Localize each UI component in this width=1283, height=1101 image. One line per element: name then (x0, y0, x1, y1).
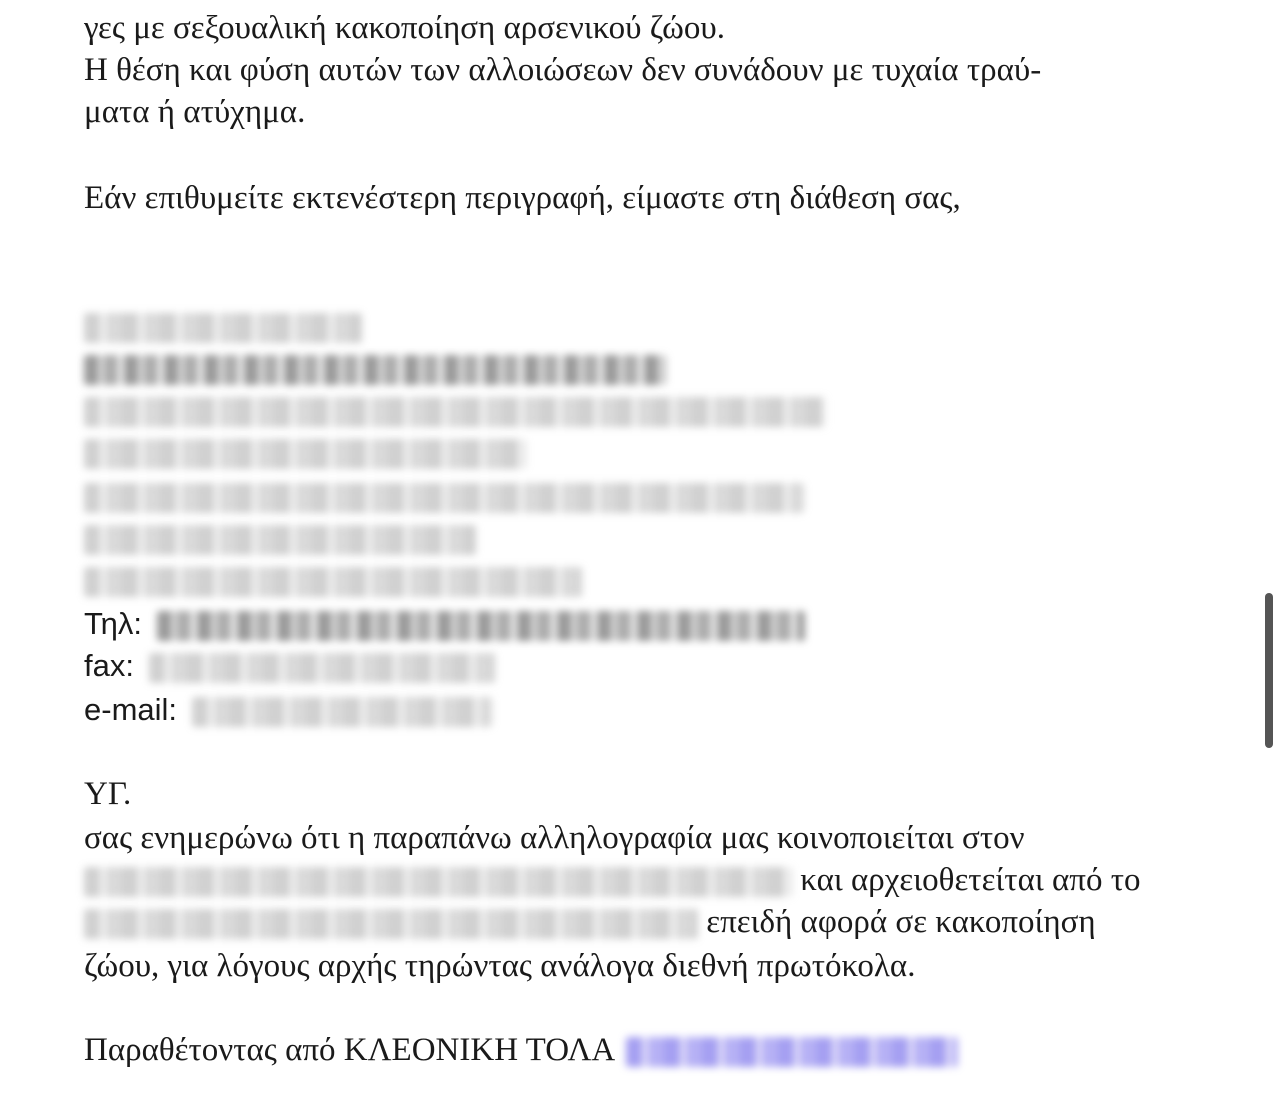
redaction-block (84, 355, 666, 385)
signature-name-redacted (84, 306, 362, 346)
body-line-3: ματα ή ατύχημα. (84, 94, 306, 130)
vertical-scrollbar[interactable] (1265, 593, 1273, 748)
signature-university-redacted (84, 518, 476, 558)
signature-school-redacted (84, 476, 804, 516)
signature-tel-row (84, 604, 805, 644)
forwarded-text: Παραθέτοντας από ΚΛΕΟΝΙΚΗ ΤΟΛΑ (84, 1032, 614, 1068)
ps-line-1: σας ενημερώνω ότι η παραπάνω αλληλογραφία μας κοινοποιείται στον (84, 820, 1025, 856)
body-line-4: Εάν επιθυμείτε εκτενέστερη περιγραφή, είμαστε στη διάθεση σας, (84, 180, 961, 216)
fax-value-redacted (149, 653, 495, 683)
signature-title-redacted (84, 348, 666, 388)
ps-line-2 (84, 860, 1140, 900)
redaction-block (84, 439, 526, 469)
tel-value-redacted (157, 611, 805, 641)
redaction-block (84, 567, 582, 597)
forwarded-email-link-redacted[interactable] (626, 1037, 958, 1067)
signature-lab-redacted (84, 432, 526, 472)
body-line-2: Η θέση και φύση αυτών των αλλοιώσεων δεν συνάδουν με τυχαία τραύ- (84, 52, 1042, 88)
fax-label: fax: (84, 648, 134, 683)
signature-address-redacted (84, 560, 582, 600)
redaction-block (84, 483, 804, 513)
ps-heading: ΥΓ. (84, 776, 132, 812)
email-value-redacted (192, 697, 492, 727)
signature-fax-row (84, 646, 495, 686)
ps-line-4: ζώου, για λόγους αρχής τηρώντας ανάλογα διεθνή πρωτόκολα. (84, 948, 916, 984)
signature-department-redacted (84, 390, 826, 430)
redaction-block (84, 525, 476, 555)
redaction-block (84, 909, 698, 939)
redaction-block (84, 313, 362, 343)
redaction-block (84, 397, 826, 427)
forwarded-line (84, 1030, 958, 1070)
ps-line-3 (84, 902, 1096, 942)
tel-label: Τηλ: (84, 606, 143, 641)
ps-line-3-text: επειδή αφορά σε κακοποίηση (706, 904, 1096, 940)
redaction-block (84, 867, 792, 897)
signature-email-row (84, 690, 492, 730)
email-label: e-mail: (84, 692, 178, 727)
ps-line-2-text: και αρχειοθετείται από το (800, 862, 1141, 898)
body-line-1: γες με σεξουαλική κακοποίηση αρσενικού ζώου. (84, 10, 725, 46)
